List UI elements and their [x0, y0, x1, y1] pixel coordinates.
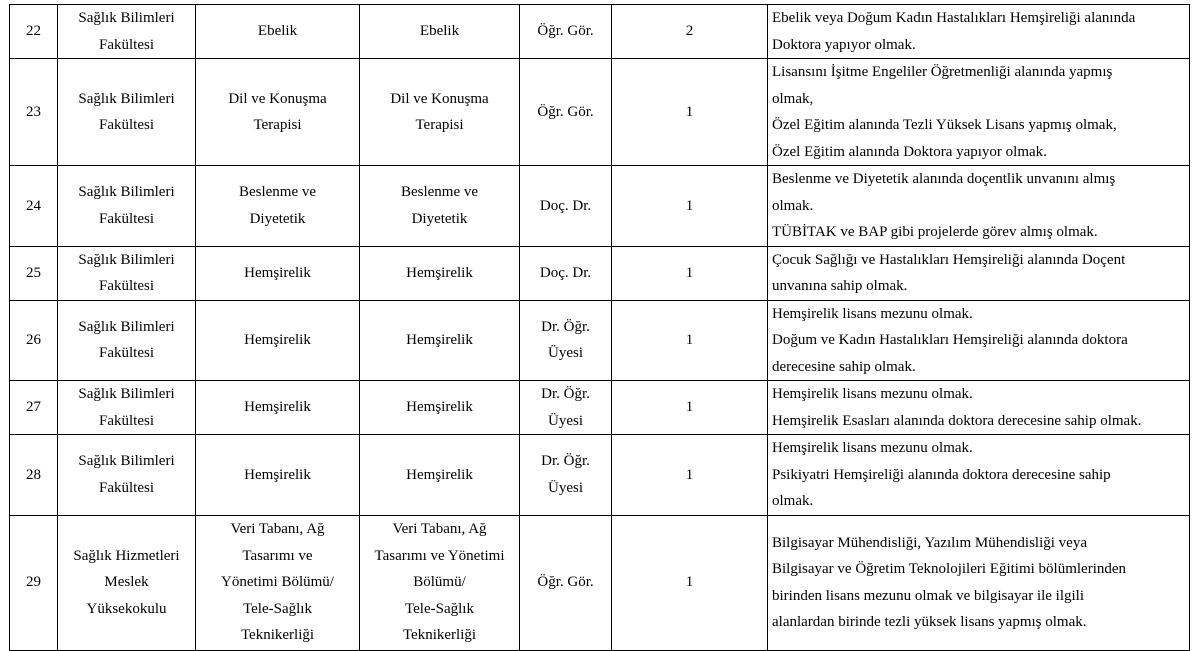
unit-name-cell: [58, 5, 196, 59]
department-name-cell: [196, 435, 360, 516]
unit-name-cell: [58, 435, 196, 516]
department-name-cell: [196, 381, 360, 435]
requirements-line: Doğum ve Kadın Hastalıkları Hemşireliği alanında doktora: [772, 332, 1128, 348]
unit-name-cell: [58, 300, 196, 381]
requirements-line: Lisansını İşitme Engeliler Öğretmenliği alanında yapmış: [772, 64, 1113, 80]
row-number: 22: [26, 23, 41, 40]
department-name-line: Teknikerliği: [240, 627, 315, 644]
department-name-line: Hemşirelik: [244, 332, 311, 348]
requirements-line: olmak,: [772, 90, 814, 107]
requirements-line: Hemşirelik Esasları alanında doktora derecesine sahip olmak.: [772, 412, 1142, 429]
department-name-line: Tele-Sağlık: [243, 600, 312, 617]
department-name-cell: [196, 5, 360, 59]
academic-title-line: Doç. Dr.: [539, 197, 592, 214]
program-name-line: Tasarımı ve Yönetimi: [374, 547, 505, 564]
academic-title-line: Dr. Öğr.: [541, 453, 590, 470]
row-number-cell: [10, 246, 58, 300]
unit-name-line: Sağlık Bilimleri: [78, 184, 175, 201]
position-count: 1: [685, 574, 694, 591]
unit-name-line: Fakültesi: [99, 36, 154, 53]
academic-title-line: Üyesi: [548, 479, 583, 496]
program-name-line: Tele-Sağlık: [405, 600, 474, 617]
row-number-cell: [10, 515, 58, 650]
requirements-line: olmak.: [772, 197, 814, 214]
academic-title-cell: [520, 166, 612, 247]
unit-name-line: Fakültesi: [99, 345, 154, 362]
academic-title-cell: [520, 5, 612, 59]
academic-title-line: Doç. Dr.: [539, 264, 592, 281]
requirements-cell: [768, 435, 1190, 516]
position-count: 1: [685, 197, 694, 214]
academic-title-line: Öğr. Gör.: [537, 574, 594, 591]
requirements-cell: [768, 300, 1190, 381]
position-count-cell: [612, 5, 768, 59]
unit-name-line: Sağlık Bilimleri: [78, 386, 175, 402]
row-number: 26: [26, 332, 41, 348]
program-name-line: Beslenme ve: [400, 184, 479, 201]
program-name-line: Diyetetik: [411, 210, 468, 227]
academic-title-line: Öğr. Gör.: [537, 103, 594, 120]
requirements-line: derecesine sahip olmak.: [772, 358, 916, 375]
academic-title-cell: [520, 300, 612, 381]
table-row: [10, 5, 1190, 59]
unit-name-cell: [58, 166, 196, 247]
unit-name-line: Sağlık Hizmetleri: [73, 547, 180, 564]
requirements-line: Ebelik veya Doğum Kadın Hastalıkları Hemşireliği alanında: [772, 10, 1136, 26]
program-name-line: Ebelik: [419, 23, 460, 40]
position-count: 1: [685, 103, 694, 120]
position-count-cell: [612, 59, 768, 166]
department-name-line: Hemşirelik: [244, 466, 311, 483]
row-number: 23: [26, 103, 41, 120]
requirements-line: Özel Eğitim alanında Tezli Yüksek Lisans yapmış olmak,: [772, 117, 1117, 133]
requirements-line: Bilgisayar Mühendisliği, Yazılım Mühendisliği veya: [772, 534, 1087, 551]
unit-name-line: Sağlık Bilimleri: [78, 453, 175, 470]
requirements-cell: [768, 166, 1190, 247]
position-count: 2: [685, 23, 694, 40]
program-name-cell: [360, 300, 520, 381]
table-row: [10, 246, 1190, 300]
program-name-cell: [360, 59, 520, 166]
position-count: 1: [685, 332, 694, 348]
unit-name-line: Fakültesi: [99, 479, 154, 496]
academic-title-cell: [520, 381, 612, 435]
program-name-line: Hemşirelik: [406, 264, 473, 281]
academic-title-line: Dr. Öğr.: [541, 318, 590, 335]
program-name-line: Hemşirelik: [406, 399, 473, 416]
department-name-line: Dil ve Konuşma: [228, 90, 327, 107]
academic-title-line: Dr. Öğr.: [541, 386, 590, 402]
row-number: 24: [26, 197, 41, 214]
program-name-line: Veri Tabanı, Ağ: [392, 521, 487, 538]
table-row: [10, 300, 1190, 381]
position-count-cell: [612, 246, 768, 300]
position-count-cell: [612, 515, 768, 650]
program-name-cell: [360, 435, 520, 516]
department-name-cell: [196, 246, 360, 300]
requirements-cell: [768, 246, 1190, 300]
program-name-cell: [360, 515, 520, 650]
department-name-line: Terapisi: [253, 117, 302, 133]
position-count: 1: [685, 399, 694, 416]
department-name-line: Diyetetik: [249, 210, 306, 227]
unit-name-line: Yüksekokulu: [86, 600, 167, 617]
table-row: [10, 515, 1190, 650]
position-count: 1: [685, 264, 694, 281]
requirements-line: olmak.: [772, 493, 814, 509]
academic-title-cell: [520, 515, 612, 650]
department-name-line: Ebelik: [257, 23, 298, 40]
table-row: [10, 381, 1190, 435]
position-count-cell: [612, 166, 768, 247]
department-name-line: Yönetimi Bölümü/: [221, 574, 334, 591]
program-name-line: Dil ve Konuşma: [390, 90, 489, 107]
requirements-cell: [768, 5, 1190, 59]
table-row: [10, 59, 1190, 166]
academic-title-cell: [520, 246, 612, 300]
table-row: [10, 435, 1190, 516]
academic-title-line: Üyesi: [548, 345, 583, 362]
row-number-cell: [10, 59, 58, 166]
unit-name-cell: [58, 381, 196, 435]
requirements-cell: [768, 59, 1190, 166]
program-name-line: Terapisi: [415, 117, 464, 133]
position-count-cell: [612, 381, 768, 435]
department-name-line: Hemşirelik: [244, 399, 311, 416]
requirements-line: Hemşirelik lisans mezunu olmak.: [772, 305, 973, 322]
program-name-line: Hemşirelik: [406, 466, 473, 483]
department-name-cell: [196, 166, 360, 247]
requirements-line: Hemşirelik lisans mezunu olmak.: [772, 440, 973, 456]
row-number-cell: [10, 381, 58, 435]
department-name-line: Tasarımı ve: [242, 547, 313, 564]
unit-name-line: Fakültesi: [99, 117, 154, 133]
requirements-line: Çocuk Sağlığı ve Hastalıkları Hemşireliği alanında Doçent: [772, 251, 1126, 268]
unit-name-cell: [58, 515, 196, 650]
requirements-line: Beslenme ve Diyetetik alanında doçentlik unvanını almış: [772, 171, 1116, 187]
row-number-cell: [10, 5, 58, 59]
unit-name-line: Meslek: [104, 574, 149, 591]
table-body: [10, 5, 1190, 651]
unit-name-line: Sağlık Bilimleri: [78, 10, 175, 26]
academic-title-cell: [520, 59, 612, 166]
program-name-cell: [360, 246, 520, 300]
department-name-line: Beslenme ve: [238, 184, 317, 201]
requirements-line: Doktora yapıyor olmak.: [772, 36, 916, 53]
row-number: 29: [26, 574, 41, 591]
row-number-cell: [10, 435, 58, 516]
row-number-cell: [10, 166, 58, 247]
program-name-cell: [360, 166, 520, 247]
requirements-line: unvanına sahip olmak.: [772, 278, 908, 294]
program-name-line: Hemşirelik: [406, 332, 473, 348]
program-name-cell: [360, 381, 520, 435]
table-row: [10, 166, 1190, 247]
unit-name-line: Sağlık Bilimleri: [78, 251, 175, 268]
unit-name-cell: [58, 59, 196, 166]
unit-name-line: Fakültesi: [99, 278, 154, 294]
academic-title-cell: [520, 435, 612, 516]
academic-title-line: Öğr. Gör.: [537, 23, 594, 40]
requirements-line: Özel Eğitim alanında Doktora yapıyor olmak.: [772, 143, 1047, 160]
row-number: 25: [26, 264, 41, 281]
requirements-line: alanlardan birinde tezli yüksek lisans yapmış olmak.: [772, 614, 1087, 630]
requirements-line: Psikiyatri Hemşireliği alanında doktora derecesine sahip: [772, 466, 1111, 483]
requirements-line: TÜBİTAK ve BAP gibi projelerde görev almış olmak.: [772, 224, 1098, 240]
row-number: 28: [26, 466, 41, 483]
positions-table: [9, 4, 1190, 651]
unit-name-line: Fakültesi: [99, 210, 154, 227]
unit-name-cell: [58, 246, 196, 300]
requirements-line: birinden lisans mezunu olmak ve bilgisayar ile ilgili: [772, 587, 1085, 604]
program-name-line: Teknikerliği: [402, 627, 477, 644]
academic-title-line: Üyesi: [548, 412, 583, 429]
requirements-line: Bilgisayar ve Öğretim Teknolojileri Eğitimi bölümlerinden: [772, 561, 1127, 577]
position-count: 1: [685, 466, 694, 483]
row-number: 27: [26, 399, 41, 416]
unit-name-line: Sağlık Bilimleri: [78, 318, 175, 335]
department-name-cell: [196, 300, 360, 381]
position-count-cell: [612, 300, 768, 381]
department-name-cell: [196, 515, 360, 650]
row-number-cell: [10, 300, 58, 381]
requirements-cell: [768, 515, 1190, 650]
department-name-line: Hemşirelik: [244, 264, 311, 281]
program-name-line: Bölümü/: [413, 574, 466, 591]
requirements-line: Hemşirelik lisans mezunu olmak.: [772, 386, 973, 402]
position-count-cell: [612, 435, 768, 516]
program-name-cell: [360, 5, 520, 59]
department-name-cell: [196, 59, 360, 166]
department-name-line: Veri Tabanı, Ağ: [230, 521, 325, 538]
unit-name-line: Fakültesi: [99, 412, 154, 429]
requirements-cell: [768, 381, 1190, 435]
unit-name-line: Sağlık Bilimleri: [78, 90, 175, 107]
